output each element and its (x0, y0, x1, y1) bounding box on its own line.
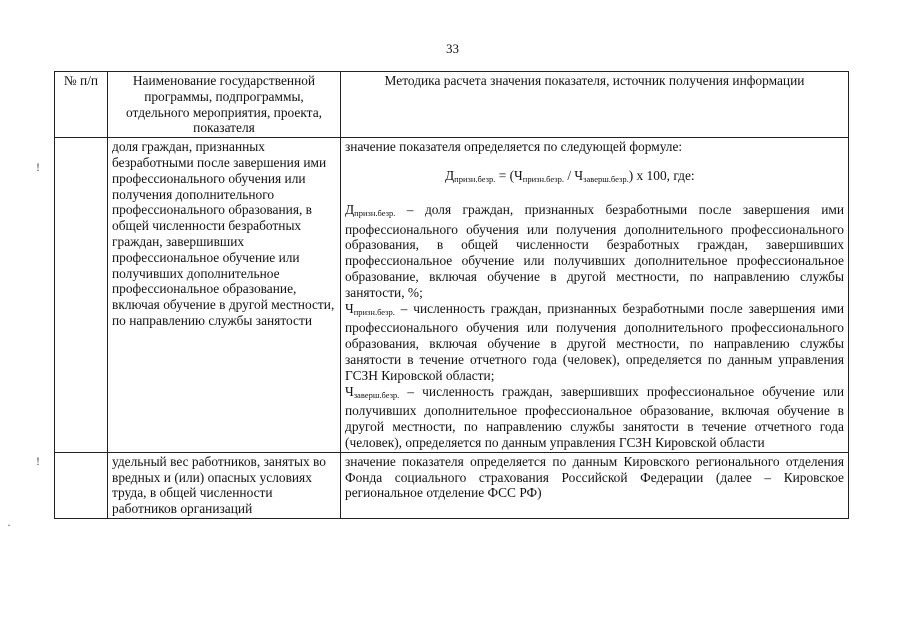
margin-mark: ! (36, 160, 40, 174)
indicator-name: доля граждан, признанных безработными после завершения ими профессионального обучения или получения дополнительного профессионального образования, в общей численности безработных граждан, завершивших профессиональное обучение или получивших дополнительное профессиональное образование, включая обучение в другой местности, по направлению службы занятости (108, 138, 341, 453)
row-number (55, 138, 108, 453)
header-number: № п/п (55, 72, 108, 138)
indicator-name: удельный вес работников, занятых во вредных и (или) опасных условиях труда, в общей численности работников организаций (108, 452, 341, 518)
definition-share: $Д_{призн.безр.}$ – доля граждан, признанных безработными после завершения ими профессионального обучения или получения дополнительного профессионального образования, в общей численности безработных граждан, завершивших профессиональное обучение или получивших дополнительное профессиональное образование, включая обучение в другой местности, по направлению службы занятости, %; (345, 201, 844, 300)
margin-mark: ! (36, 454, 40, 468)
page-number: 33 (446, 41, 459, 56)
method-intro: значение показателя определяется по следующей формуле: (345, 139, 683, 155)
header-name: Наименование государственной программы, подпрограммы, отдельного мероприятия, проекта, показателя (108, 72, 341, 138)
table-row (55, 452, 849, 518)
header-method: Методика расчета значения показателя, источник получения информации (341, 72, 849, 138)
indicator-table (54, 71, 849, 519)
definition-recognized: $Ч_{призн.безр.}$ – численность граждан, признанных безработными после завершения ими профессионального обучения или получения дополнительного профессионального образования, включая обучение в другой местности, по направлению службы занятости в течение отчетного года (человек), определяется по данным управления ГСЗН Кировской области; (345, 300, 844, 383)
method-text: значение показателя определяется по данным Кировского регионального отделения Фонда социального страхования Российской Федерации (далее – Кировское региональное отделение ФСС РФ) (345, 453, 844, 501)
table-header-row (55, 72, 849, 138)
table-row (55, 138, 849, 453)
formula: $Д_{призн.безр.} = (Ч_{призн.безр.} / Ч_{заверш.безр.})$ x 100, где: (445, 167, 695, 184)
definition-completed: $Ч_{заверш.безр.}$ – численность граждан, завершивших профессиональное обучение или получивших дополнительное профессиональное образование, включая обучение в другой местности, по направлению службы занятости в течение отчетного года (человек), определяется по данным управления ГСЗН Кировской области (345, 383, 844, 450)
method-cell (341, 138, 849, 453)
margin-mark: · (7, 518, 11, 532)
row-number (55, 452, 108, 518)
method-cell (341, 452, 849, 518)
